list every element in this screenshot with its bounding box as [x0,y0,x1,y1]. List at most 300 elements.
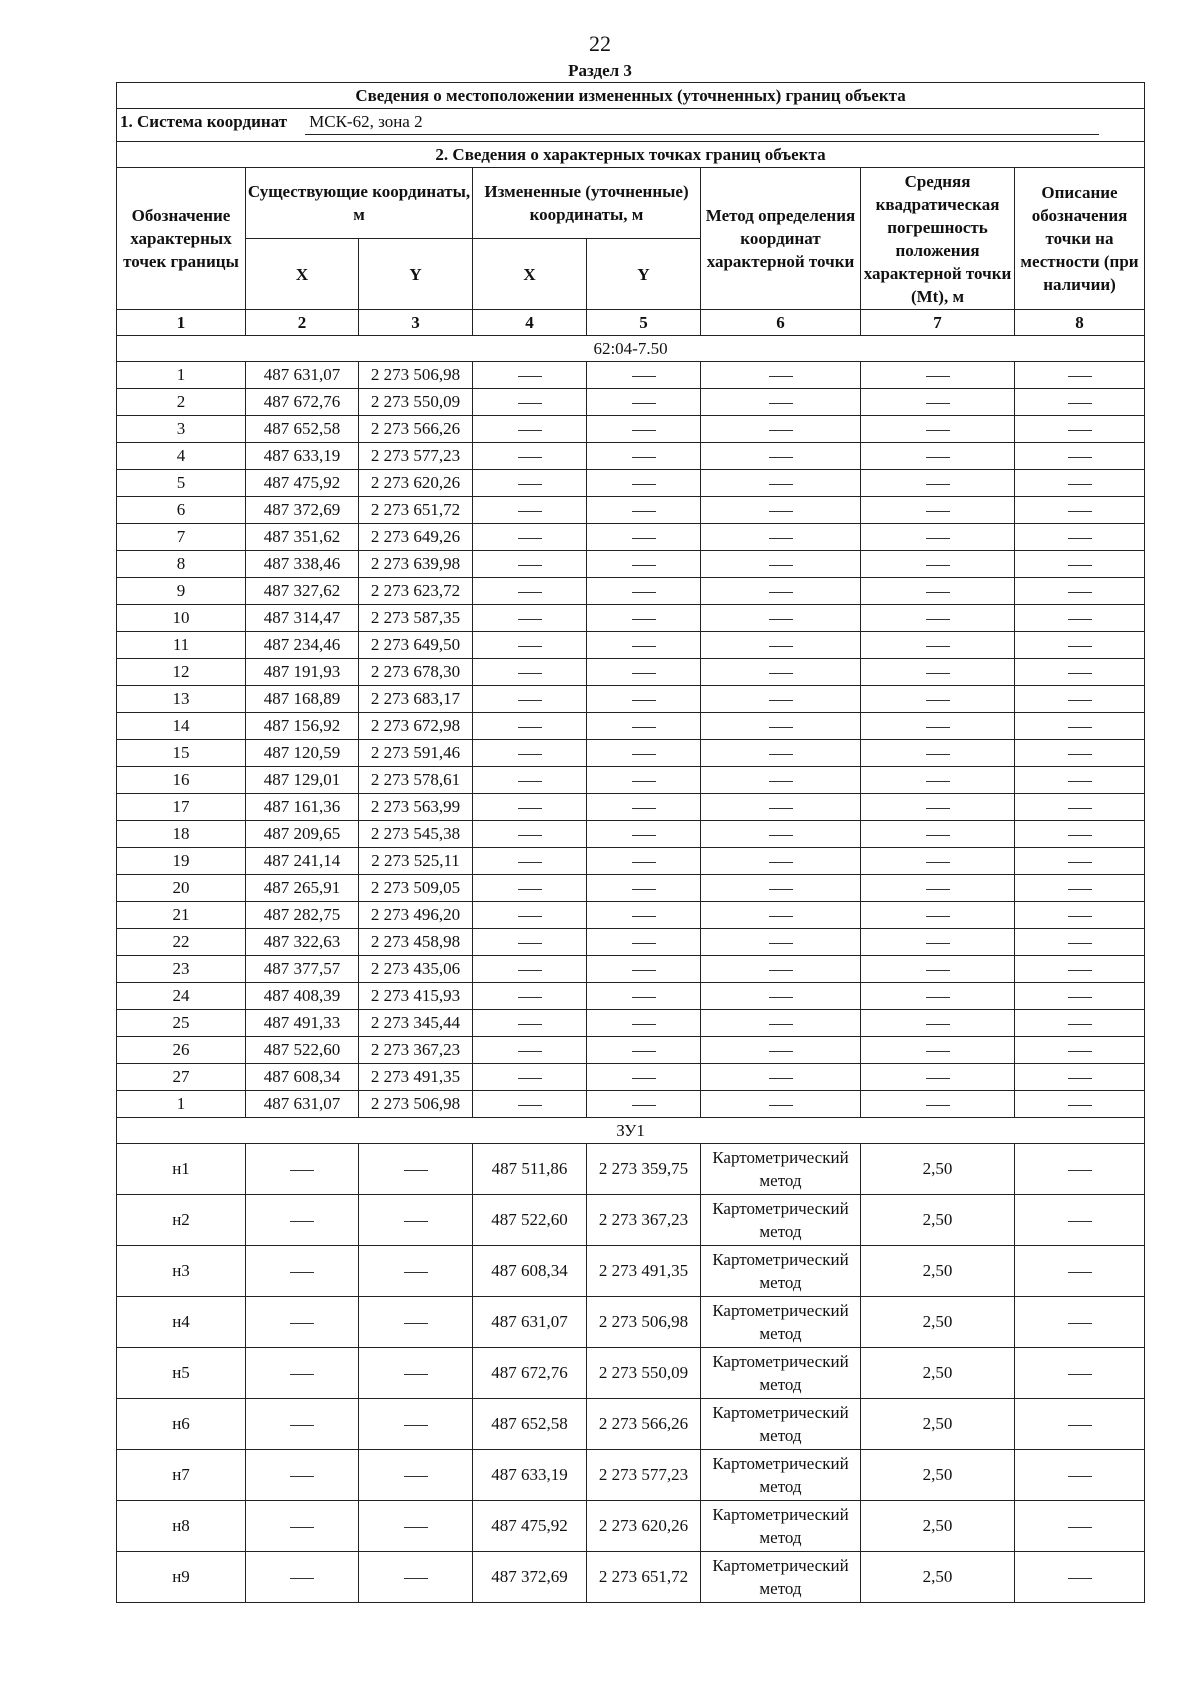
empty-dash [926,808,950,809]
empty-dash [632,403,656,404]
changed-x [473,497,587,524]
existing-y: 2 273 345,44 [359,1010,473,1037]
table-row [117,632,1145,659]
empty-dash [290,1425,314,1426]
description [1015,686,1145,713]
empty-dash [769,700,793,701]
empty-dash [926,376,950,377]
empty-dash [926,862,950,863]
existing-x: 487 120,59 [246,740,359,767]
description [1015,551,1145,578]
empty-dash [1068,619,1092,620]
table-row [117,551,1145,578]
existing-x: 487 633,19 [246,443,359,470]
table-row [117,1450,1145,1501]
empty-dash [769,889,793,890]
existing-y: 2 273 683,17 [359,686,473,713]
error [861,956,1015,983]
existing-x: 487 408,39 [246,983,359,1010]
table-row [117,659,1145,686]
changed-y [587,713,701,740]
existing-x: 487 168,89 [246,686,359,713]
existing-y: 2 273 623,72 [359,578,473,605]
empty-dash [769,1024,793,1025]
changed-x [473,740,587,767]
method [701,605,861,632]
error [861,929,1015,956]
existing-x: 487 652,58 [246,416,359,443]
changed-y [587,767,701,794]
error [861,497,1015,524]
changed-x: 487 511,86 [473,1144,587,1195]
empty-dash [518,592,542,593]
changed-y [587,497,701,524]
empty-dash [404,1170,428,1171]
changed-x [473,794,587,821]
empty-dash [632,754,656,755]
table-row [117,1399,1145,1450]
existing-x [246,1144,359,1195]
existing-y: 2 273 639,98 [359,551,473,578]
empty-dash [1068,403,1092,404]
error [861,578,1015,605]
point-number: 2 [117,389,246,416]
existing-y [359,1501,473,1552]
empty-dash [1068,727,1092,728]
group-row [117,1118,1145,1144]
page-number: 22 [589,31,611,56]
group-row [117,336,1145,362]
changed-x: 487 372,69 [473,1552,587,1603]
table-row [117,929,1145,956]
point-number: 5 [117,470,246,497]
point-number: н7 [117,1450,246,1501]
empty-dash [1068,1578,1092,1579]
method [701,902,861,929]
column-number: 7 [861,310,1015,336]
changed-x [473,821,587,848]
column-number: 1 [117,310,246,336]
error [861,524,1015,551]
existing-y: 2 273 415,93 [359,983,473,1010]
empty-dash [769,511,793,512]
empty-dash [518,835,542,836]
point-number: 23 [117,956,246,983]
description [1015,848,1145,875]
empty-dash [1068,1527,1092,1528]
changed-x: 487 522,60 [473,1195,587,1246]
changed-x [473,659,587,686]
changed-y [587,362,701,389]
existing-x: 487 265,91 [246,875,359,902]
empty-dash [632,862,656,863]
existing-x: 487 522,60 [246,1037,359,1064]
empty-dash [1068,862,1092,863]
table-row [117,1348,1145,1399]
description [1015,794,1145,821]
method [701,848,861,875]
error [861,416,1015,443]
changed-y: 2 273 651,72 [587,1552,701,1603]
point-number: 14 [117,713,246,740]
empty-dash [769,1051,793,1052]
empty-dash [518,754,542,755]
existing-x: 487 672,76 [246,389,359,416]
existing-y: 2 273 577,23 [359,443,473,470]
empty-dash [1068,1170,1092,1171]
changed-y [587,1010,701,1037]
method [701,578,861,605]
empty-dash [769,1105,793,1106]
description [1015,443,1145,470]
changed-x [473,605,587,632]
changed-y [587,875,701,902]
table-row [117,983,1145,1010]
empty-dash [632,700,656,701]
error [861,686,1015,713]
point-number: 13 [117,686,246,713]
empty-dash [769,727,793,728]
description [1015,1501,1145,1552]
error: 2,50 [861,1450,1015,1501]
method [701,443,861,470]
existing-y: 2 273 563,99 [359,794,473,821]
changed-y: 2 273 359,75 [587,1144,701,1195]
error [861,902,1015,929]
table-row [117,1091,1145,1118]
empty-dash [926,619,950,620]
empty-dash [404,1374,428,1375]
description [1015,767,1145,794]
empty-dash [404,1323,428,1324]
existing-x: 487 191,93 [246,659,359,686]
changed-y [587,416,701,443]
changed-y [587,821,701,848]
header-description: Описание обозначения точки на местности (при наличии) [1015,168,1145,310]
point-number: н5 [117,1348,246,1399]
empty-dash [518,943,542,944]
existing-x: 487 129,01 [246,767,359,794]
changed-x: 487 608,34 [473,1246,587,1297]
column-number: 3 [359,310,473,336]
group-name: 62:04-7.50 [117,336,1145,362]
table-row [117,794,1145,821]
point-number: 1 [117,362,246,389]
empty-dash [632,457,656,458]
existing-x: 487 631,07 [246,362,359,389]
empty-dash [404,1221,428,1222]
empty-dash [769,943,793,944]
empty-dash [632,970,656,971]
changed-x [473,1037,587,1064]
empty-dash [769,781,793,782]
existing-y: 2 273 458,98 [359,929,473,956]
description [1015,902,1145,929]
description [1015,1246,1145,1297]
changed-x [473,524,587,551]
error [861,1091,1015,1118]
empty-dash [518,565,542,566]
empty-dash [518,376,542,377]
empty-dash [926,430,950,431]
error [861,443,1015,470]
method [701,740,861,767]
changed-x [473,551,587,578]
empty-dash [926,457,950,458]
empty-dash [518,700,542,701]
existing-y: 2 273 550,09 [359,389,473,416]
description [1015,821,1145,848]
empty-dash [1068,646,1092,647]
existing-x: 487 377,57 [246,956,359,983]
empty-dash [518,1024,542,1025]
point-number: 10 [117,605,246,632]
point-number: 27 [117,1064,246,1091]
changed-y [587,524,701,551]
empty-dash [926,592,950,593]
table-row [117,1195,1145,1246]
changed-y: 2 273 550,09 [587,1348,701,1399]
table-row [117,1246,1145,1297]
point-number: н2 [117,1195,246,1246]
error [861,875,1015,902]
point-number: н3 [117,1246,246,1297]
point-number: 25 [117,1010,246,1037]
existing-x [246,1297,359,1348]
empty-dash [632,1078,656,1079]
empty-dash [518,1078,542,1079]
empty-dash [632,997,656,998]
method: Картометрический метод [701,1348,861,1399]
method [701,1010,861,1037]
point-number: н6 [117,1399,246,1450]
method [701,551,861,578]
empty-dash [1068,1051,1092,1052]
subsection-title: 2. Сведения о характерных точках границ объекта [117,142,1145,168]
error: 2,50 [861,1399,1015,1450]
method [701,1037,861,1064]
point-number: 9 [117,578,246,605]
point-number: 19 [117,848,246,875]
empty-dash [632,727,656,728]
empty-dash [1068,1374,1092,1375]
existing-y: 2 273 367,23 [359,1037,473,1064]
empty-dash [290,1578,314,1579]
table-row [117,1010,1145,1037]
error [861,983,1015,1010]
empty-dash [632,484,656,485]
header-changed: Измененные (уточненные) координаты, м [473,168,701,239]
changed-y [587,389,701,416]
empty-dash [632,1105,656,1106]
empty-dash [632,1051,656,1052]
changed-x [473,443,587,470]
column-number-row [117,310,1145,336]
empty-dash [926,916,950,917]
table-row [117,362,1145,389]
existing-y: 2 273 620,26 [359,470,473,497]
error [861,1064,1015,1091]
header-existing-y: Y [359,239,473,310]
existing-x [246,1399,359,1450]
error: 2,50 [861,1297,1015,1348]
empty-dash [290,1476,314,1477]
description [1015,1144,1145,1195]
existing-y: 2 273 435,06 [359,956,473,983]
empty-dash [404,1425,428,1426]
empty-dash [518,727,542,728]
existing-y: 2 273 578,61 [359,767,473,794]
method: Картометрический метод [701,1144,861,1195]
header-changed-y: Y [587,239,701,310]
header-existing: Существующие координаты, м [246,168,473,239]
changed-y [587,983,701,1010]
table-row [117,1552,1145,1603]
empty-dash [769,376,793,377]
method: Картометрический метод [701,1501,861,1552]
existing-x: 487 161,36 [246,794,359,821]
empty-dash [926,565,950,566]
empty-dash [1068,538,1092,539]
column-number: 2 [246,310,359,336]
changed-x [473,902,587,929]
changed-x [473,1091,587,1118]
empty-dash [1068,835,1092,836]
changed-x [473,1010,587,1037]
empty-dash [1068,970,1092,971]
description [1015,929,1145,956]
empty-dash [404,1476,428,1477]
empty-dash [518,457,542,458]
empty-dash [290,1323,314,1324]
empty-dash [926,538,950,539]
point-number: н1 [117,1144,246,1195]
empty-dash [926,646,950,647]
error: 2,50 [861,1552,1015,1603]
existing-x: 487 608,34 [246,1064,359,1091]
method [701,929,861,956]
changed-y [587,1064,701,1091]
point-number: 20 [117,875,246,902]
method [701,389,861,416]
changed-x [473,686,587,713]
existing-y: 2 273 509,05 [359,875,473,902]
existing-x [246,1348,359,1399]
empty-dash [1068,1425,1092,1426]
description [1015,362,1145,389]
existing-x: 487 631,07 [246,1091,359,1118]
error: 2,50 [861,1144,1015,1195]
existing-y [359,1297,473,1348]
changed-y: 2 273 506,98 [587,1297,701,1348]
table-row [117,902,1145,929]
empty-dash [769,970,793,971]
point-number: 4 [117,443,246,470]
changed-x [473,875,587,902]
existing-y: 2 273 651,72 [359,497,473,524]
changed-y [587,1091,701,1118]
table-row [117,524,1145,551]
empty-dash [1068,808,1092,809]
description [1015,1297,1145,1348]
empty-dash [769,457,793,458]
table-row [117,875,1145,902]
method [701,362,861,389]
coordinate-system-label: 1. Система координат [120,112,288,131]
existing-y [359,1399,473,1450]
changed-x [473,767,587,794]
empty-dash [518,403,542,404]
changed-y [587,956,701,983]
existing-y: 2 273 591,46 [359,740,473,767]
empty-dash [1068,943,1092,944]
method: Картометрический метод [701,1297,861,1348]
changed-y [587,902,701,929]
changed-y: 2 273 566,26 [587,1399,701,1450]
empty-dash [632,1024,656,1025]
empty-dash [518,997,542,998]
empty-dash [1068,1323,1092,1324]
existing-x: 487 314,47 [246,605,359,632]
empty-dash [632,430,656,431]
table-row [117,470,1145,497]
existing-y: 2 273 506,98 [359,362,473,389]
point-number: 16 [117,767,246,794]
empty-dash [518,1051,542,1052]
table-title: Сведения о местоположении измененных (уточненных) границ объекта [117,83,1145,109]
error [861,551,1015,578]
point-number: 17 [117,794,246,821]
point-number: 18 [117,821,246,848]
error [861,740,1015,767]
empty-dash [1068,1221,1092,1222]
empty-dash [1068,754,1092,755]
existing-y [359,1144,473,1195]
description [1015,713,1145,740]
changed-y [587,470,701,497]
empty-dash [632,511,656,512]
point-number: н8 [117,1501,246,1552]
point-number: 1 [117,1091,246,1118]
empty-dash [518,781,542,782]
changed-y: 2 273 577,23 [587,1450,701,1501]
empty-dash [769,538,793,539]
empty-dash [926,997,950,998]
empty-dash [926,781,950,782]
changed-y: 2 273 367,23 [587,1195,701,1246]
empty-dash [518,484,542,485]
changed-x: 487 633,19 [473,1450,587,1501]
existing-y: 2 273 525,11 [359,848,473,875]
empty-dash [769,754,793,755]
empty-dash [769,1078,793,1079]
empty-dash [769,835,793,836]
description [1015,1037,1145,1064]
changed-y [587,605,701,632]
error: 2,50 [861,1195,1015,1246]
column-number: 5 [587,310,701,336]
existing-x: 487 322,63 [246,929,359,956]
description [1015,605,1145,632]
changed-x [473,578,587,605]
changed-x [473,929,587,956]
empty-dash [769,862,793,863]
method [701,470,861,497]
existing-x: 487 282,75 [246,902,359,929]
empty-dash [518,430,542,431]
empty-dash [518,862,542,863]
empty-dash [404,1527,428,1528]
